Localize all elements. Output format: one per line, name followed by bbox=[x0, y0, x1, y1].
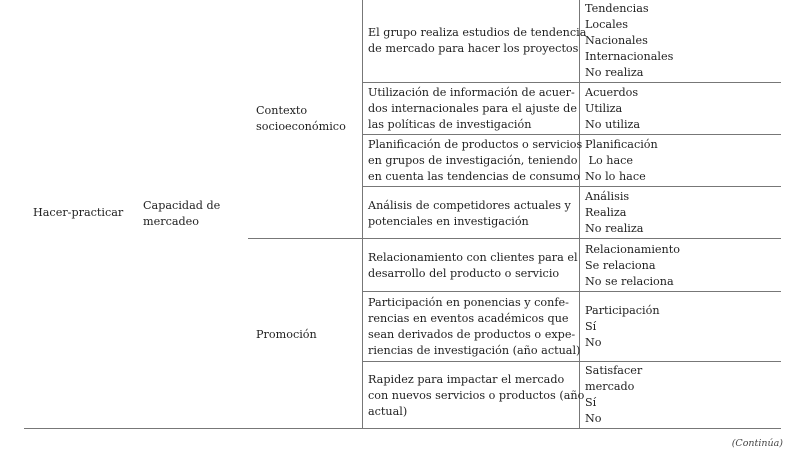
value-line: Internacionales bbox=[585, 50, 674, 63]
continuation-note: (Continúa) bbox=[731, 438, 783, 449]
indicator-line: sean derivados de productos o expe- bbox=[368, 328, 576, 341]
table-row-values bbox=[585, 189, 643, 237]
variable-line-1: Capacidad de bbox=[143, 199, 221, 212]
subvariable-promocion-line-1: Promoción bbox=[256, 328, 317, 341]
divider-row-6 bbox=[362, 361, 781, 362]
table-row-indicator bbox=[368, 85, 577, 133]
indicator-line: con nuevos servicios o productos (año bbox=[368, 389, 585, 402]
table-row-values bbox=[585, 1, 673, 81]
table-row-indicator bbox=[368, 137, 582, 185]
indicator-line: en grupos de investigación, teniendo bbox=[368, 154, 578, 167]
indicator-line: Relacionamiento con clientes para el bbox=[368, 251, 578, 264]
indicator-line: rencias en eventos académicos que bbox=[368, 312, 569, 325]
value-line: Planificación bbox=[585, 138, 658, 151]
table-row-values bbox=[585, 363, 642, 427]
indicator-line: las políticas de investigación bbox=[368, 118, 532, 131]
value-line: mercado bbox=[585, 380, 635, 393]
divider-row-3 bbox=[362, 186, 781, 187]
value-line: No se relaciona bbox=[585, 275, 674, 288]
table-row-indicator bbox=[368, 250, 578, 282]
indicator-line: potenciales en investigación bbox=[368, 215, 529, 228]
table-row-indicator bbox=[368, 25, 586, 57]
value-line: Realiza bbox=[585, 206, 627, 219]
value-line: Sí bbox=[585, 396, 597, 409]
divider-row-1 bbox=[362, 82, 781, 83]
value-line: Utiliza bbox=[585, 102, 623, 115]
indicator-line: riencias de investigación (año actual) bbox=[368, 344, 581, 357]
indicator-line: dos internacionales para el ajuste de bbox=[368, 102, 577, 115]
value-line: Lo hace bbox=[585, 154, 634, 167]
table-row-indicator bbox=[368, 372, 584, 420]
indicator-line: Análisis de competidores actuales y bbox=[368, 199, 571, 212]
variable-line-2: mercadeo bbox=[143, 215, 200, 228]
value-line: Relacionamiento bbox=[585, 243, 680, 256]
indicator-line: Rapidez para impactar el mercado bbox=[368, 373, 565, 386]
value-line: Se relaciona bbox=[585, 259, 656, 272]
table-row-values bbox=[585, 85, 640, 133]
value-line: No utiliza bbox=[585, 118, 641, 131]
column-rule-indicator bbox=[362, 0, 363, 428]
indicator-line: actual) bbox=[368, 405, 408, 418]
variable-label bbox=[143, 198, 220, 230]
value-line: Satisfacer bbox=[585, 364, 643, 377]
dimension-label: Hacer-practicar bbox=[33, 206, 124, 219]
indicator-line: desarrollo del producto o servicio bbox=[368, 267, 560, 280]
table-row-indicator bbox=[368, 295, 580, 359]
indicator-line: Participación en ponencias y confe- bbox=[368, 296, 569, 309]
subvariable-contexto-line-2: socioeconómico bbox=[256, 120, 346, 133]
divider-row-2 bbox=[362, 134, 781, 135]
value-line: Tendencias bbox=[585, 2, 649, 15]
subvariable-contexto bbox=[256, 103, 346, 135]
value-line: No lo hace bbox=[585, 170, 646, 183]
table-row-indicator bbox=[368, 198, 571, 230]
value-line: Acuerdos bbox=[585, 86, 639, 99]
indicator-line: Utilización de información de acuer- bbox=[368, 86, 575, 99]
table-row-values bbox=[585, 303, 660, 351]
value-line: Nacionales bbox=[585, 34, 648, 47]
table-row-values bbox=[585, 242, 680, 290]
indicator-line: en cuenta las tendencias de consumo bbox=[368, 170, 580, 183]
divider-row-5 bbox=[362, 291, 781, 292]
value-line: Participación bbox=[585, 304, 660, 317]
value-line: No realiza bbox=[585, 66, 644, 79]
subvariable-contexto-line-1: Contexto bbox=[256, 104, 308, 117]
table-row-values bbox=[585, 137, 658, 185]
subvariable-promocion bbox=[256, 327, 317, 343]
value-line: Sí bbox=[585, 320, 597, 333]
table-bottom-rule bbox=[24, 428, 781, 429]
column-rule-values bbox=[579, 0, 580, 428]
value-line: Locales bbox=[585, 18, 629, 31]
indicator-line: de mercado para hacer los proyectos bbox=[368, 42, 579, 55]
indicator-line: Planificación de productos o servicios bbox=[368, 138, 583, 151]
indicator-line: El grupo realiza estudios de tendencia bbox=[368, 26, 587, 39]
value-line: Análisis bbox=[585, 190, 630, 203]
value-line: No bbox=[585, 412, 602, 425]
divider-subvariables bbox=[248, 238, 781, 239]
value-line: No realiza bbox=[585, 222, 644, 235]
value-line: No bbox=[585, 336, 602, 349]
